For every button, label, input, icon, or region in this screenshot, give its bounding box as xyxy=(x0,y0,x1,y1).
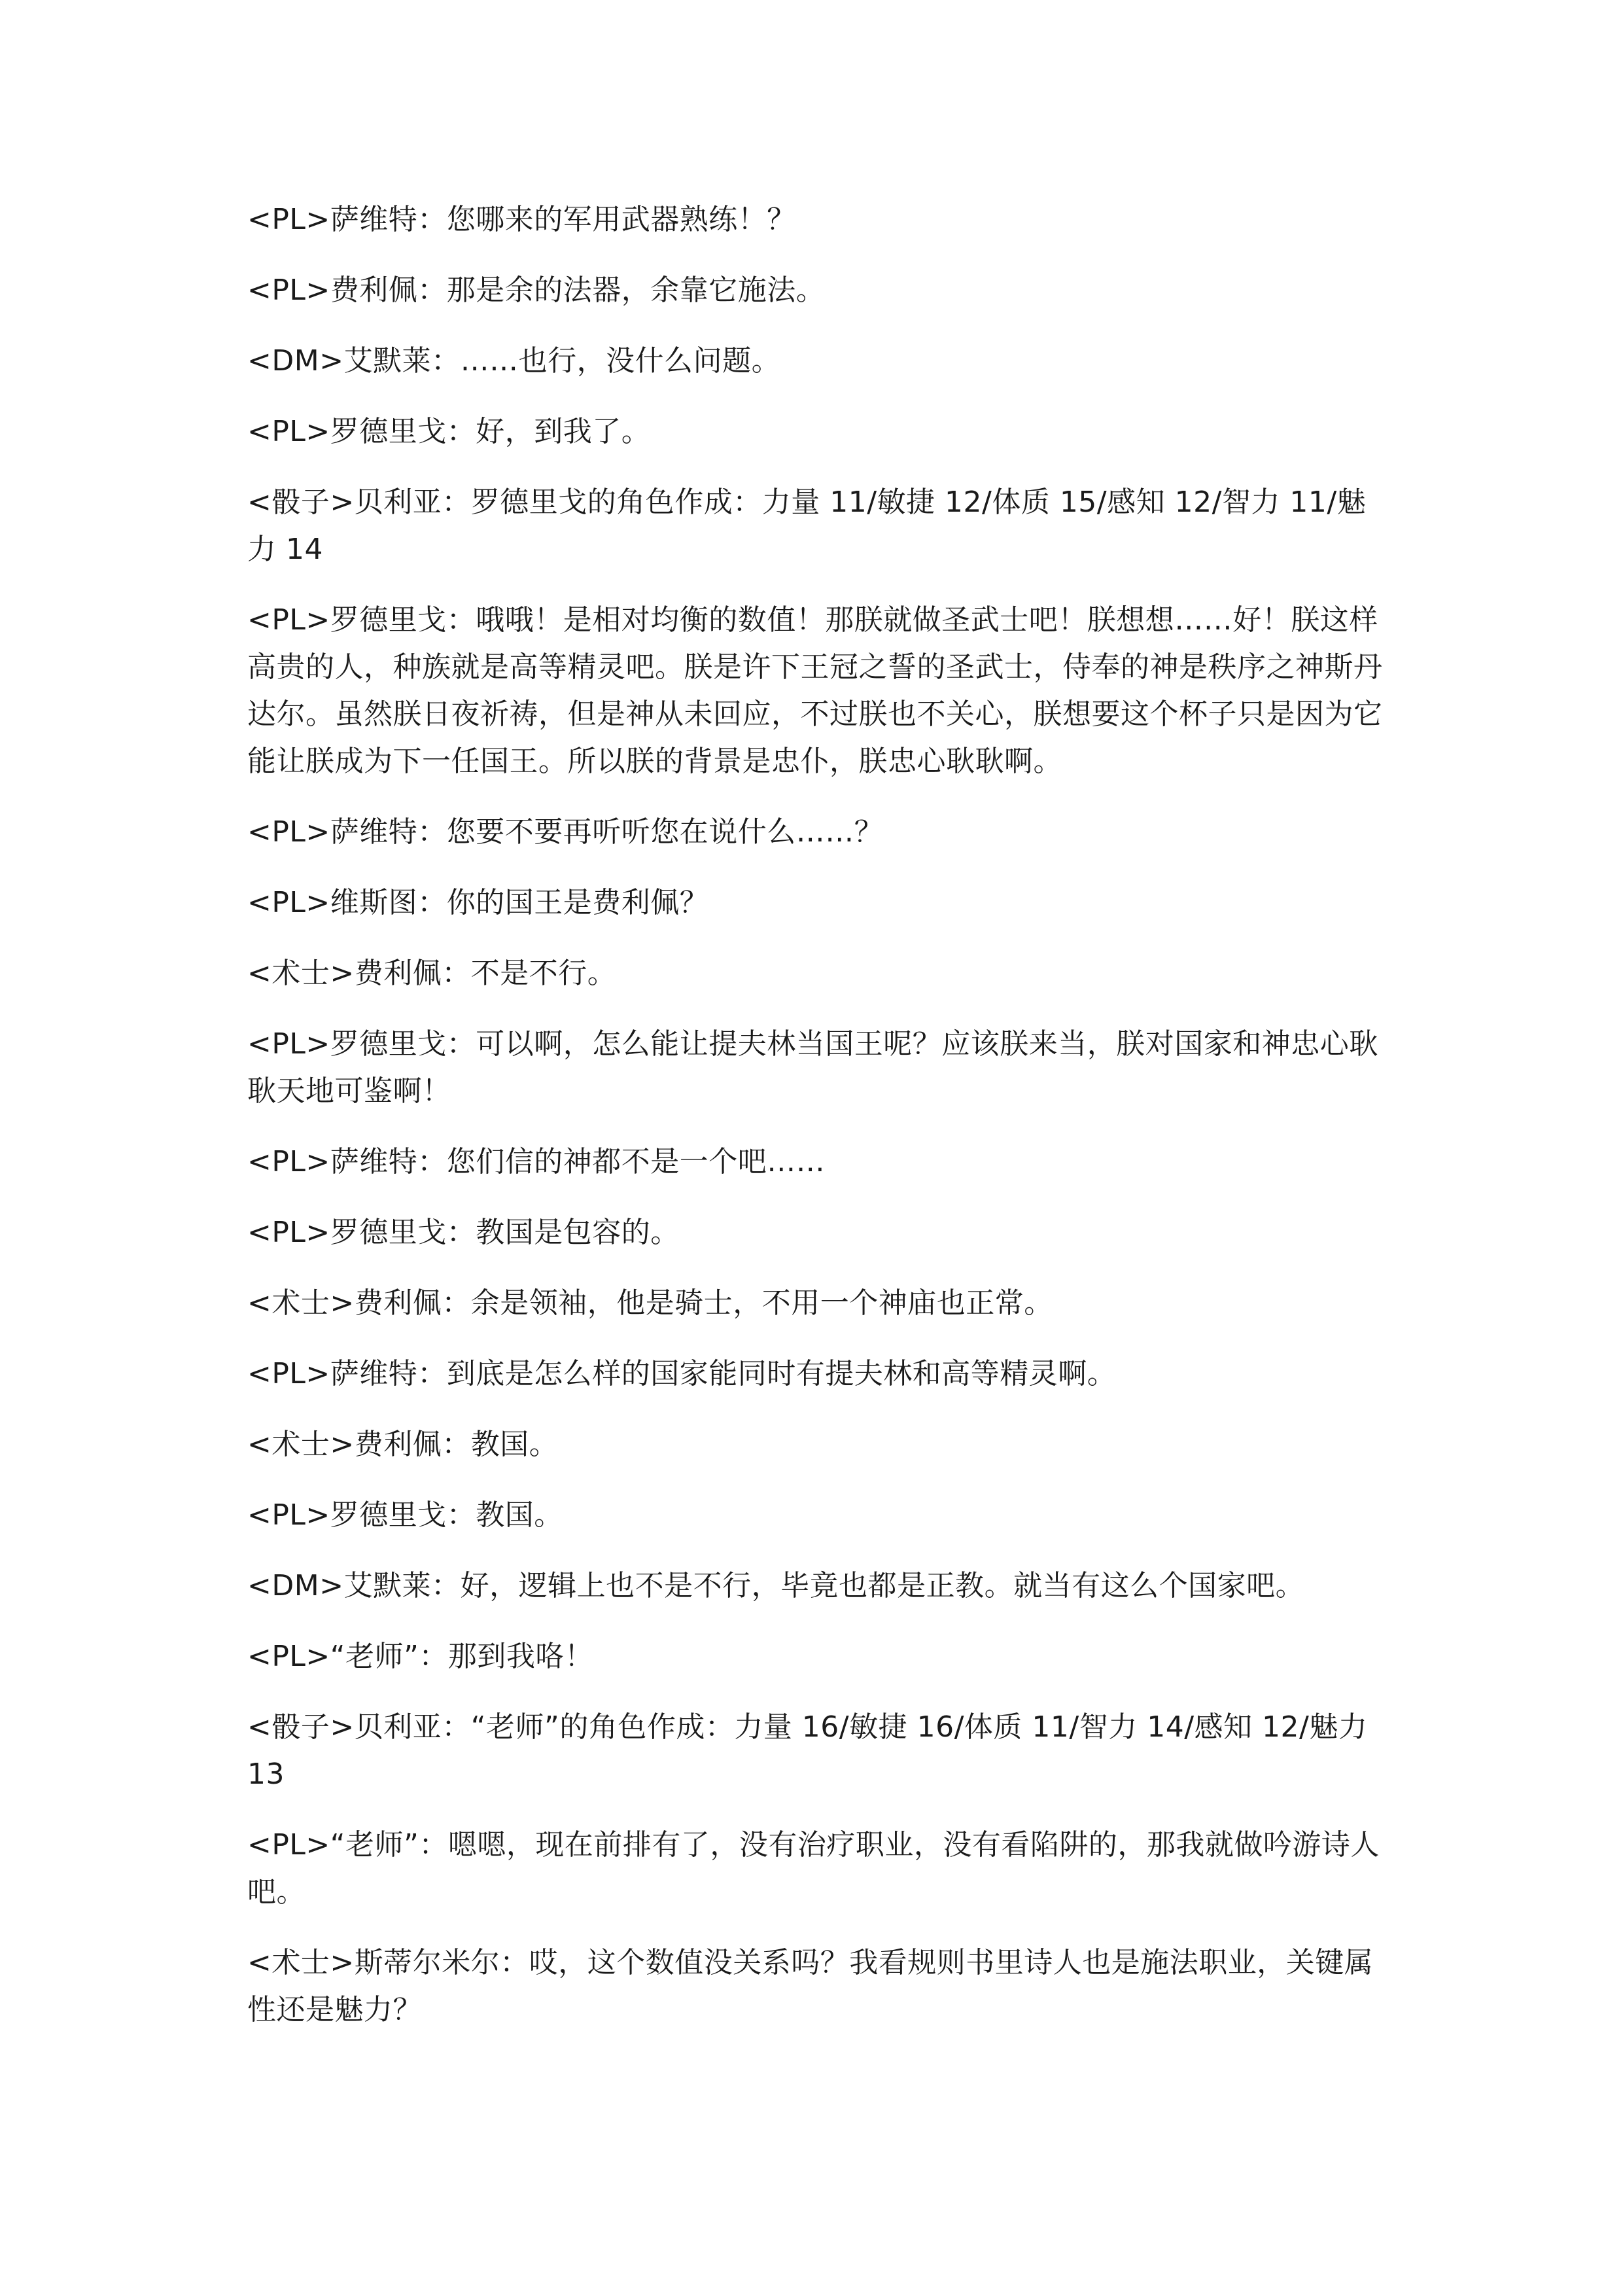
dialogue-line: <术士>费利佩：教国。 xyxy=(247,1428,559,1461)
dialogue-line: <PL>费利佩：那是余的法器，余靠它施法。 xyxy=(247,274,826,307)
dialogue-line: <PL>“老师”：那到我咯！ xyxy=(247,1640,594,1673)
dialogue-line: <PL>维斯图：你的国王是费利佩？ xyxy=(247,886,709,919)
dialogue-line: <PL>萨维特：您要不要再听听您在说什么……？ xyxy=(247,815,884,849)
dialogue-line: <术士>费利佩：不是不行。 xyxy=(247,957,617,990)
dialogue-line: <PL>萨维特：您们信的神都不是一个吧…… xyxy=(247,1145,826,1178)
dialogue-line: <PL>罗德里戈：哦哦！是相对均衡的数值！那朕就做圣武士吧！朕想想……好！朕这样高贵的人，种族就是高等精灵吧。朕是许下王冠之誓的圣武士，侍奉的神是秩序之神斯丹达尔。虽然朕日夜祈祷，但是神从未回应，不过朕也不关心，朕想要这个杯子只是因为它能让朕成为下一任国王。所以朕的背景是忠仆，朕忠心耿耿啊。 xyxy=(247,603,1383,778)
dialogue-line: <PL>萨维特：到底是怎么样的国家能同时有提夫林和高等精灵啊。 xyxy=(247,1357,1117,1390)
dialogue-line: <DM>艾默莱：好，逻辑上也不是不行，毕竟也都是正教。就当有这么个国家吧。 xyxy=(247,1569,1305,1602)
document-body xyxy=(247,196,1392,2057)
dialogue-line: <PL>罗德里戈：可以啊，怎么能让提夫林当国王呢？应该朕来当，朕对国家和神忠心耿耿天地可鉴啊！ xyxy=(247,1027,1378,1108)
dialogue-line: <PL>萨维特：您哪来的军用武器熟练！？ xyxy=(247,203,796,236)
dialogue-line: <术士>斯蒂尔米尔：哎，这个数值没关系吗？我看规则书里诗人也是施法职业，关键属性还是魅力？ xyxy=(247,1946,1374,2026)
dialogue-line: <骰子>贝利亚：罗德里戈的角色作成：力量 11/敏捷 12/体质 15/感知 12/智力 11/魅力 14 xyxy=(247,486,1367,566)
dialogue-line: <PL>罗德里戈：教国是包容的。 xyxy=(247,1216,680,1249)
dialogue-line: <PL>罗德里戈：好，到我了。 xyxy=(247,415,651,448)
dialogue-line: <术士>费利佩：余是领袖，他是骑士，不用一个神庙也正常。 xyxy=(247,1286,1053,1320)
dialogue-line: <PL>罗德里戈：教国。 xyxy=(247,1498,563,1532)
dialogue-line: <骰子>贝利亚：“老师”的角色作成：力量 16/敏捷 16/体质 11/智力 14/感知 12/魅力 13 xyxy=(247,1710,1368,1791)
dialogue-line: <DM>艾默莱：……也行，没什么问题。 xyxy=(247,344,781,378)
dialogue-line: <PL>“老师”：嗯嗯，现在前排有了，没有治疗职业，没有看陷阱的，那我就做吟游诗人吧。 xyxy=(247,1828,1380,1909)
